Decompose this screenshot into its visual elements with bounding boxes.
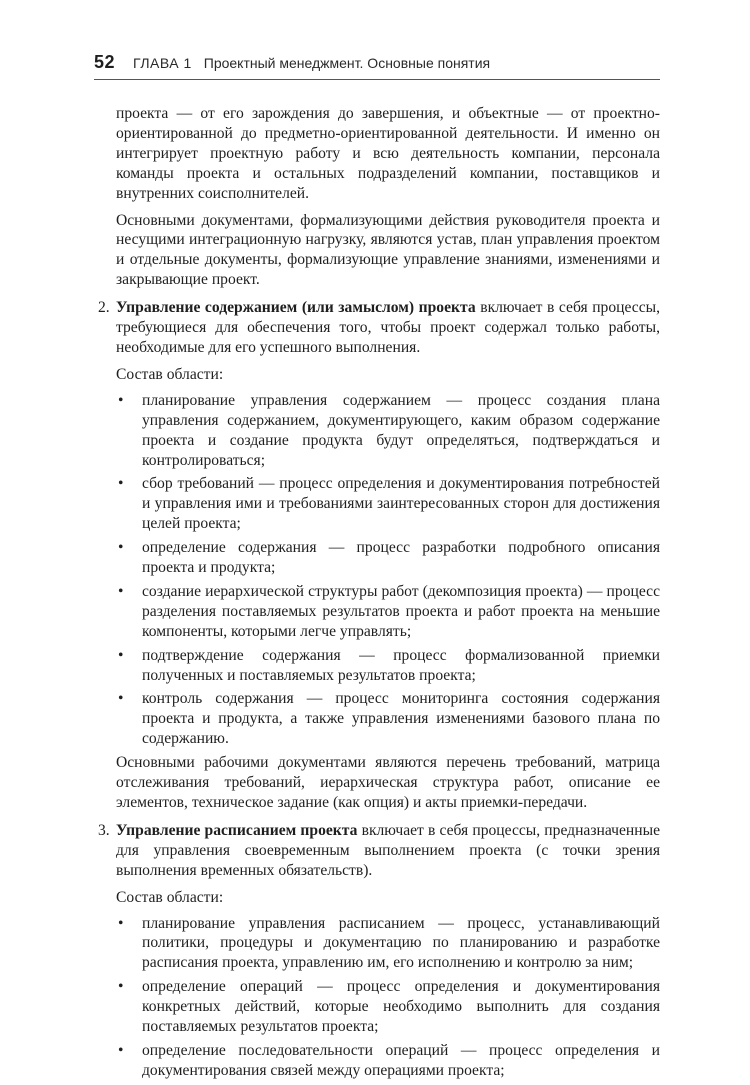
bullet-icon: • — [118, 690, 124, 708]
intro-paragraph-2: Основными документами, формализующими действия руководителя проекта и несущими интеграционную нагрузку, являются устав, план управления проектом и отдельные документы, формализующие управление знаниями, изменениями и закрывающие проект. — [116, 211, 660, 289]
bullet-icon: • — [118, 582, 124, 600]
bullet-icon: • — [118, 914, 124, 932]
list-item: • контроль содержания — процесс мониторинга состояния содержания проекта и продукта, а также управления изменениями базового плана по содержанию. — [118, 690, 660, 748]
bullet-icon: • — [118, 539, 124, 557]
list-item: • сбор требований — процесс определения и документирования потребностей и управления ими и требованиями заинтересованных сторон для достижения целей проекта; — [118, 475, 660, 533]
section-2-number: 2. — [98, 299, 110, 317]
bullet-icon: • — [118, 475, 124, 493]
intro-paragraph-1: проекта — от его зарождения до завершения, и объектные — от проектно-ориентированной до предметно-ориентированной деятельности. И именно он интегрирует проектную работу и всю деятельность компании, персонала команды проекта и остальных подразделений компании, поставщиков и внутренних соисполнителей. — [116, 105, 660, 202]
section-2-title: Управление содержанием (или замыслом) проекта — [116, 299, 476, 317]
section-3-number: 3. — [98, 821, 110, 839]
section-2-area-label: Состав области: — [116, 365, 224, 383]
bullet-icon: • — [118, 391, 124, 409]
list-item: • создание иерархической структуры работ (декомпозиция проекта) — процесс разделения поставляемых результатов проекта и работ проекта на меньшие компоненты, которыми легче управлять; — [118, 582, 660, 640]
bullet-icon: • — [118, 1041, 124, 1059]
chapter-title: Проектный менеджмент. Основные понятия — [203, 55, 491, 71]
list-item: • подтверждение содержания — процесс формализованной приемки полученных и поставляемых результатов проекта; — [118, 646, 660, 684]
section-3-bullet-list — [94, 914, 660, 1081]
header-rule — [94, 79, 660, 80]
list-item: • планирование управления содержанием — процесс создания плана управления содержанием, документирующего, каким образом содержание проекта и создание продукта будут определяться, подтверждаться и контролироваться; — [118, 391, 660, 469]
section-2-text: включает в себя процессы, требующиеся для обеспечения того, чтобы проект содержал только работы, необходимые для его успешного выполнения. — [116, 299, 661, 356]
section-3-area-label: Состав области: — [116, 888, 224, 906]
list-item: • определение содержания — процесс разработки подробного описания проекта и продукта; — [118, 539, 660, 577]
section-2-lead — [116, 298, 660, 358]
section-2-bullet-list — [94, 391, 660, 749]
page-body — [94, 104, 660, 1085]
list-item: • планирование управления расписанием — процесс, устанавливающий политики, процедуры и документацию по планированию и разработке расписания проекта, управлению им, его исполнению и контролю за ним; — [118, 914, 660, 972]
chapter-label: ГЛАВА 1 — [133, 55, 192, 71]
section-3-title: Управление расписанием проекта — [116, 821, 358, 839]
section-3-text: включает в себя процессы, предназначенные для управления своевременным выполнением проекта (с точки зрения выполнения временных обязательств). — [116, 821, 661, 879]
section-3 — [94, 821, 660, 881]
list-item: • определение операций — процесс определения и документирования конкретных действий, которые необходимо выполнить для создания поставляемых результатов проекта; — [118, 978, 660, 1036]
running-header — [94, 52, 660, 80]
bullet-icon: • — [118, 978, 124, 996]
list-item: • определение последовательности операций — процесс определения и документирования связей между операциями проекта; — [118, 1041, 660, 1079]
section-3-lead — [116, 821, 660, 881]
section-2-closing: Основными рабочими документами являются перечень требований, матрица отслеживания требований, иерархическая структура работ, описание ее элементов, техническое задание (как опция) и акты приемки-передачи. — [116, 754, 660, 811]
section-2 — [94, 298, 660, 358]
bullet-icon: • — [118, 646, 124, 664]
page-number: 52 — [94, 52, 116, 72]
